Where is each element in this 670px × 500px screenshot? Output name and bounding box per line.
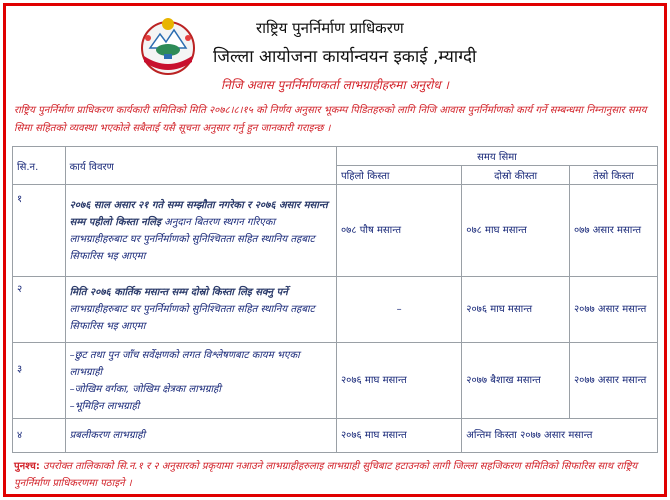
row-third: २०७७ असार मसान्त bbox=[569, 343, 657, 419]
row-first: २०७६ माघ मसान्त bbox=[336, 419, 461, 453]
nepal-emblem-icon bbox=[134, 14, 202, 78]
row-second: २०७६ माघ मसान्त bbox=[462, 277, 570, 343]
row-sn: १ bbox=[13, 185, 66, 277]
table-row bbox=[13, 185, 658, 277]
row-desc: प्रबलीकरण लाभग्राही bbox=[65, 419, 336, 453]
row-sn: ३ bbox=[13, 343, 66, 419]
row-desc bbox=[65, 343, 336, 419]
row-first: २०७६ माघ मसान्त bbox=[336, 343, 461, 419]
row-sn: २ bbox=[13, 277, 66, 343]
table-header-row bbox=[13, 147, 658, 166]
row-desc-bold: मिति २०७६ कार्तिक मसान्त सम्म दोस्रो किस्ता लिइ सक्नु पर्ने bbox=[69, 287, 288, 298]
col-third-header: तेस्रो किस्ता bbox=[569, 166, 657, 185]
row-third: २०७७ असार मसान्त bbox=[569, 277, 657, 343]
row-first: – bbox=[336, 277, 461, 343]
row-desc bbox=[65, 185, 336, 277]
intro-paragraph: राष्ट्रिय पुनर्निर्माण प्राधिकरण कार्यकारी समितिको मिति २०७८।८।१५ को निर्णय अनुसार भूकम्प पिडितहरुको लागि निजि आवास पुनर्निर्माणको कार्य गर्ने सम्बन्धमा निम्नानुसार समय सिमा सहितको व्यवस्था भएकोले सबैलाई यसै सूचना अनुसार गर्नु हुन जानकारी गराइन्छ । bbox=[14, 105, 647, 134]
footnote-label: पुनश्च: bbox=[14, 461, 40, 472]
row-desc-rest: अनुदान बितरण स्थगन गरिएका लाभग्राहीहरुबाट घर पुनर्निर्माणको सुनिश्चितता सहित स्थानिय तहबाट सिफारिस भइ आएमा bbox=[69, 216, 315, 262]
col-first-header: पहिलो किस्ता bbox=[336, 166, 461, 185]
document-frame bbox=[3, 3, 667, 497]
table-row bbox=[13, 419, 658, 453]
col-time-header: समय सिमा bbox=[336, 147, 657, 166]
schedule-table bbox=[12, 146, 658, 453]
row-desc bbox=[65, 277, 336, 343]
footnote bbox=[14, 458, 658, 492]
header-line-1: राष्ट्रिय पुनर्निर्माण प्राधिकरण bbox=[256, 19, 404, 37]
row-second: ०७८ माघ मसान्त bbox=[462, 185, 570, 277]
col-sn-header: सि.न. bbox=[13, 147, 66, 185]
row-merged-final: अन्तिम किस्ता २०७७ असार मसान्त bbox=[462, 419, 658, 453]
row-third: ०७७ असार मसान्त bbox=[569, 185, 657, 277]
table-row bbox=[13, 343, 658, 419]
row-sn: ४ bbox=[13, 419, 66, 453]
row-desc-line: –जोखिम वर्गका, जोखिम क्षेत्रका लाभग्राही bbox=[69, 383, 221, 395]
row-desc-bold: २०७६ साल असार २१ गते सम्म सम्झौता नगरेका र २०७६ असार मसान्त सम्म पहीलो किस्ता नलिइ bbox=[69, 199, 328, 228]
header-line-2: जिल्ला आयोजना कार्यान्वयन इकाई ,म्याग्दी bbox=[213, 47, 477, 67]
row-desc-rest: लाभग्राहीहरुबाट घर पुनर्निर्माणको सुनिश्चितता सहित स्थानिय तहबाट सिफारिस भइ आएमा bbox=[69, 304, 315, 332]
footnote-text: उपरोक्त तालिकाको सि.न.१ र २ अनुसारको प्रकृयामा नआउने लाभग्राहीहरुलाइ लाभग्राही सुचिबाट हटाउनको लागी जिल्ला सहजिकरण समितिको सिफारिस साथ राष्ट्रिय पुनर्निर्माण प्राधिकरणमा पठाइने । bbox=[14, 461, 638, 489]
notice-subtitle: निजि अवास पुनर्निर्माणकर्ता लाभग्राहीहरुमा अनुरोध । bbox=[221, 78, 449, 92]
row-second: २०७७ बैशाख मसान्त bbox=[462, 343, 570, 419]
row-desc-line: –भूमिहिन लाभग्राही bbox=[69, 400, 140, 412]
row-first: ०७८ पौष मसान्त bbox=[336, 185, 461, 277]
col-desc-header: कार्य विवरण bbox=[65, 147, 336, 185]
table-row bbox=[13, 277, 658, 343]
col-second-header: दोस्रो कीस्ता bbox=[462, 166, 570, 185]
row-desc-line: –छुट तथा पुन जाँच सर्वेक्षणको लगत विश्लेषणबाट कायम भएका लाभग्राही bbox=[69, 349, 300, 378]
